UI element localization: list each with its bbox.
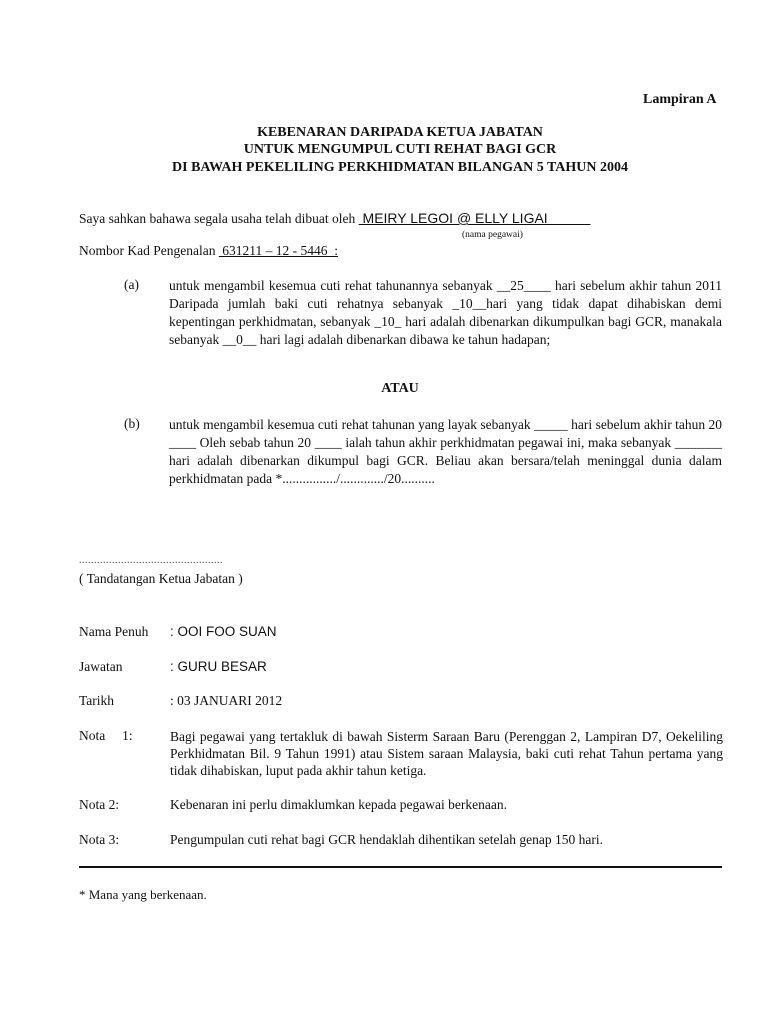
ic-value: 631211 – 12 - 5446 : [218, 243, 338, 258]
name-label: Nama Penuh [79, 624, 149, 639]
ic-label: Nombor Kad Pengenalan [79, 243, 216, 258]
title-line-2: UNTUK MENGUMPUL CUTI REHAT BAGI GCR [243, 142, 557, 157]
signature-caption: ( Tandatangan Ketua Jabatan ) [79, 571, 243, 586]
note3-text: Pengumpulan cuti rehat bagi GCR hendaklah dihentikan setelah genap 150 hari. [170, 832, 604, 847]
or-label: ATAU [381, 381, 419, 396]
option-b-marker: (b) [124, 416, 140, 431]
note1-text: Bagi pegawai yang tertakluk di bawah Sisterm Saraan Baru (Perenggan 2, Lampiran D7, Oekeliling Perkhidmatan Bil. 9 Tahun 1991) atau Sistem saraan Malaysia, baki cuti rehat Tahun pertama yang tidak dihabiskan, luput pada akhir tahun ketiga. [170, 729, 723, 778]
option-b-text: untuk mengambil kesemua cuti rehat tahunan yang layak sebanyak _____ hari sebelum akhir tahun 20 ____ Oleh sebab tahun 20 ____ ialah tahun akhir perkhidmatan pegawai ini, maka sebanyak _______ hari adalah dibenarkan dikumpul bagi GCR. Beliau akan bersara/telah meninggal dunia dalam perkhidmatan pada *................/............./20.......... [169, 417, 722, 486]
note2-text: Kebenaran ini perlu dimaklumkan kepada pegawai berkenaan. [170, 797, 507, 812]
date-value: : 03 JANUARI 2012 [170, 693, 283, 708]
name-value: : OOI FOO SUAN [170, 624, 277, 639]
footnote: * Mana yang berkenaan. [79, 887, 207, 902]
title-line-3: DI BAWAH PEKELILING PERKHIDMATAN BILANGAN 5 TAHUN 2004 [172, 160, 628, 175]
attachment-label: Lampiran A [643, 92, 717, 107]
position-value: : GURU BESAR [170, 659, 267, 674]
officer-name-caption: (nama pegawai) [462, 230, 523, 240]
certify-prefix: Saya sahkan bahawa segala usaha telah dibuat oleh [79, 211, 356, 226]
date-label: Tarikh [79, 693, 115, 708]
note2-label: Nota 2: [79, 797, 120, 812]
note3-label: Nota 3: [79, 832, 120, 847]
option-a-text: untuk mengambil kesemua cuti rehat tahunannya sebanyak __25____ hari sebelum akhir tahun 2011 Daripada jumlah baki cuti rehatnya sebanyak _10__hari yang tidak dapat dihabiskan demi kepentingan perkhidmatan, sebanyak _10_ hari adalah dibenarkan dikumpulkan bagi GCR, manakala sebanyak __0__ hari lagi adalah dibenarkan dibawa ke tahun hadapan; [169, 278, 722, 347]
signature-line: ................................................ [79, 555, 223, 566]
certify-statement [79, 210, 590, 227]
footer-divider [79, 866, 722, 868]
ic-row [79, 243, 338, 259]
position-label: Jawatan [79, 659, 123, 674]
title-line-1: KEBENARAN DARIPADA KETUA JABATAN [257, 125, 543, 140]
note1-label: Nota 1: [79, 728, 133, 743]
option-a-marker: (a) [124, 277, 139, 292]
officer-name: MEIRY LEGOI @ ELLY LIGAI [358, 210, 591, 226]
